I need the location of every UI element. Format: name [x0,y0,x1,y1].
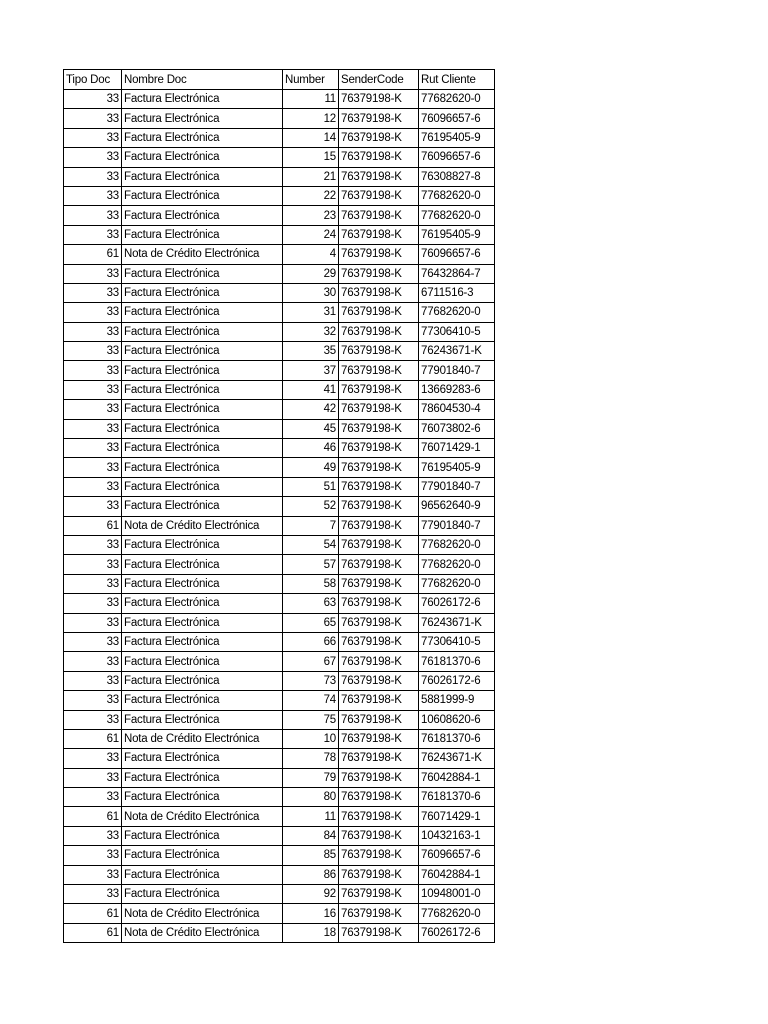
cell-sender-code: 76379198-K [339,691,419,710]
header-nombre-doc: Nombre Doc [122,70,283,90]
cell-tipo-doc: 33 [64,361,122,380]
cell-nombre-doc: Nota de Crédito Electrónica [122,516,283,535]
cell-tipo-doc: 33 [64,594,122,613]
cell-number: 32 [283,322,339,341]
cell-nombre-doc: Factura Electrónica [122,109,283,128]
cell-rut-cliente: 77682620-0 [419,303,495,322]
cell-nombre-doc: Factura Electrónica [122,749,283,768]
cell-tipo-doc: 33 [64,865,122,884]
cell-rut-cliente: 76096657-6 [419,245,495,264]
cell-sender-code: 76379198-K [339,826,419,845]
cell-number: 73 [283,671,339,690]
documents-table [63,69,495,943]
cell-tipo-doc: 33 [64,671,122,690]
table-row [64,148,495,167]
table-row [64,613,495,632]
cell-tipo-doc: 33 [64,652,122,671]
table-row [64,807,495,826]
cell-number: 86 [283,865,339,884]
cell-nombre-doc: Factura Electrónica [122,535,283,554]
cell-rut-cliente: 76181370-6 [419,652,495,671]
cell-sender-code: 76379198-K [339,477,419,496]
cell-tipo-doc: 33 [64,749,122,768]
cell-nombre-doc: Factura Electrónica [122,419,283,438]
table-row [64,186,495,205]
cell-sender-code: 76379198-K [339,749,419,768]
cell-sender-code: 76379198-K [339,594,419,613]
cell-rut-cliente: 76195405-9 [419,458,495,477]
table-row [64,128,495,147]
table-row [64,671,495,690]
cell-sender-code: 76379198-K [339,865,419,884]
table-body [64,90,495,943]
cell-number: 30 [283,283,339,302]
cell-sender-code: 76379198-K [339,342,419,361]
cell-tipo-doc: 33 [64,186,122,205]
cell-rut-cliente: 76026172-6 [419,923,495,942]
cell-rut-cliente: 76243671-K [419,342,495,361]
cell-number: 84 [283,826,339,845]
cell-number: 14 [283,128,339,147]
table-row [64,322,495,341]
cell-sender-code: 76379198-K [339,400,419,419]
table-row [64,729,495,748]
cell-tipo-doc: 33 [64,768,122,787]
cell-sender-code: 76379198-K [339,885,419,904]
cell-sender-code: 76379198-K [339,167,419,186]
table-row [64,283,495,302]
cell-nombre-doc: Factura Electrónica [122,846,283,865]
cell-rut-cliente: 76181370-6 [419,788,495,807]
cell-number: 35 [283,342,339,361]
table-row [64,555,495,574]
cell-nombre-doc: Factura Electrónica [122,594,283,613]
cell-nombre-doc: Factura Electrónica [122,380,283,399]
cell-sender-code: 76379198-K [339,497,419,516]
cell-nombre-doc: Factura Electrónica [122,148,283,167]
cell-sender-code: 76379198-K [339,419,419,438]
cell-nombre-doc: Factura Electrónica [122,788,283,807]
cell-rut-cliente: 77682620-0 [419,904,495,923]
cell-number: 12 [283,109,339,128]
cell-nombre-doc: Factura Electrónica [122,458,283,477]
cell-tipo-doc: 33 [64,632,122,651]
cell-rut-cliente: 10432163-1 [419,826,495,845]
table-row [64,458,495,477]
cell-sender-code: 76379198-K [339,710,419,729]
cell-sender-code: 76379198-K [339,361,419,380]
cell-nombre-doc: Factura Electrónica [122,885,283,904]
table-row [64,594,495,613]
cell-number: 67 [283,652,339,671]
cell-sender-code: 76379198-K [339,671,419,690]
table-row [64,477,495,496]
cell-number: 22 [283,186,339,205]
cell-number: 46 [283,439,339,458]
cell-sender-code: 76379198-K [339,264,419,283]
cell-rut-cliente: 76071429-1 [419,439,495,458]
cell-number: 31 [283,303,339,322]
cell-rut-cliente: 77682620-0 [419,535,495,554]
cell-tipo-doc: 61 [64,923,122,942]
cell-tipo-doc: 33 [64,497,122,516]
cell-rut-cliente: 76042884-1 [419,768,495,787]
cell-tipo-doc: 61 [64,516,122,535]
table-row [64,90,495,109]
cell-number: 54 [283,535,339,554]
cell-tipo-doc: 33 [64,128,122,147]
table-row [64,206,495,225]
cell-tipo-doc: 33 [64,535,122,554]
cell-nombre-doc: Nota de Crédito Electrónica [122,904,283,923]
cell-sender-code: 76379198-K [339,516,419,535]
cell-number: 41 [283,380,339,399]
cell-tipo-doc: 33 [64,691,122,710]
cell-nombre-doc: Factura Electrónica [122,128,283,147]
cell-nombre-doc: Factura Electrónica [122,342,283,361]
cell-sender-code: 76379198-K [339,186,419,205]
cell-rut-cliente: 76026172-6 [419,594,495,613]
cell-rut-cliente: 76195405-9 [419,128,495,147]
table-row [64,342,495,361]
cell-tipo-doc: 33 [64,439,122,458]
cell-tipo-doc: 61 [64,807,122,826]
cell-nombre-doc: Factura Electrónica [122,632,283,651]
cell-nombre-doc: Factura Electrónica [122,671,283,690]
cell-number: 37 [283,361,339,380]
cell-rut-cliente: 77682620-0 [419,574,495,593]
cell-rut-cliente: 76096657-6 [419,846,495,865]
table-row [64,904,495,923]
cell-number: 57 [283,555,339,574]
cell-sender-code: 76379198-K [339,206,419,225]
cell-number: 85 [283,846,339,865]
cell-nombre-doc: Factura Electrónica [122,283,283,302]
cell-rut-cliente: 76073802-6 [419,419,495,438]
cell-number: 42 [283,400,339,419]
cell-nombre-doc: Factura Electrónica [122,361,283,380]
cell-rut-cliente: 77306410-5 [419,322,495,341]
cell-sender-code: 76379198-K [339,225,419,244]
cell-sender-code: 76379198-K [339,148,419,167]
cell-sender-code: 76379198-K [339,574,419,593]
table-row [64,439,495,458]
cell-tipo-doc: 61 [64,245,122,264]
table-row [64,303,495,322]
cell-nombre-doc: Nota de Crédito Electrónica [122,245,283,264]
cell-number: 63 [283,594,339,613]
table-row [64,109,495,128]
cell-sender-code: 76379198-K [339,439,419,458]
header-sender-code: SenderCode [339,70,419,90]
cell-number: 66 [283,632,339,651]
table-header-row [64,70,495,90]
cell-rut-cliente: 10608620-6 [419,710,495,729]
cell-nombre-doc: Factura Electrónica [122,322,283,341]
cell-rut-cliente: 5881999-9 [419,691,495,710]
cell-tipo-doc: 33 [64,574,122,593]
table-row [64,749,495,768]
table-row [64,167,495,186]
cell-number: 15 [283,148,339,167]
cell-number: 78 [283,749,339,768]
cell-rut-cliente: 78604530-4 [419,400,495,419]
cell-tipo-doc: 33 [64,826,122,845]
cell-tipo-doc: 33 [64,283,122,302]
cell-tipo-doc: 33 [64,109,122,128]
cell-sender-code: 76379198-K [339,807,419,826]
cell-number: 10 [283,729,339,748]
cell-nombre-doc: Factura Electrónica [122,206,283,225]
cell-number: 23 [283,206,339,225]
cell-rut-cliente: 96562640-9 [419,497,495,516]
cell-sender-code: 76379198-K [339,923,419,942]
cell-sender-code: 76379198-K [339,555,419,574]
cell-nombre-doc: Factura Electrónica [122,865,283,884]
cell-tipo-doc: 33 [64,380,122,399]
cell-nombre-doc: Factura Electrónica [122,400,283,419]
cell-number: 58 [283,574,339,593]
table-row [64,574,495,593]
cell-tipo-doc: 33 [64,400,122,419]
cell-sender-code: 76379198-K [339,109,419,128]
cell-nombre-doc: Factura Electrónica [122,439,283,458]
cell-number: 24 [283,225,339,244]
cell-number: 51 [283,477,339,496]
cell-nombre-doc: Factura Electrónica [122,826,283,845]
cell-number: 29 [283,264,339,283]
cell-rut-cliente: 6711516-3 [419,283,495,302]
table-row [64,264,495,283]
cell-number: 11 [283,90,339,109]
cell-nombre-doc: Factura Electrónica [122,768,283,787]
cell-sender-code: 76379198-K [339,768,419,787]
cell-rut-cliente: 76096657-6 [419,148,495,167]
cell-rut-cliente: 76243671-K [419,749,495,768]
cell-sender-code: 76379198-K [339,613,419,632]
cell-tipo-doc: 33 [64,710,122,729]
cell-number: 7 [283,516,339,535]
header-rut-cliente: Rut Cliente [419,70,495,90]
cell-number: 79 [283,768,339,787]
cell-tipo-doc: 33 [64,206,122,225]
header-tipo-doc: Tipo Doc [64,70,122,90]
cell-rut-cliente: 77901840-7 [419,361,495,380]
cell-sender-code: 76379198-K [339,283,419,302]
cell-sender-code: 76379198-K [339,245,419,264]
cell-sender-code: 76379198-K [339,729,419,748]
table-row [64,826,495,845]
cell-rut-cliente: 76243671-K [419,613,495,632]
cell-sender-code: 76379198-K [339,322,419,341]
cell-number: 16 [283,904,339,923]
cell-tipo-doc: 61 [64,904,122,923]
cell-sender-code: 76379198-K [339,846,419,865]
cell-rut-cliente: 77901840-7 [419,516,495,535]
cell-tipo-doc: 33 [64,225,122,244]
cell-number: 80 [283,788,339,807]
cell-nombre-doc: Factura Electrónica [122,167,283,186]
cell-sender-code: 76379198-K [339,652,419,671]
cell-tipo-doc: 33 [64,90,122,109]
cell-sender-code: 76379198-K [339,128,419,147]
cell-tipo-doc: 33 [64,613,122,632]
cell-sender-code: 76379198-K [339,788,419,807]
cell-tipo-doc: 33 [64,167,122,186]
table-row [64,691,495,710]
cell-tipo-doc: 33 [64,342,122,361]
cell-nombre-doc: Factura Electrónica [122,710,283,729]
cell-number: 92 [283,885,339,904]
cell-tipo-doc: 33 [64,148,122,167]
cell-sender-code: 76379198-K [339,632,419,651]
cell-rut-cliente: 77682620-0 [419,90,495,109]
cell-nombre-doc: Factura Electrónica [122,691,283,710]
cell-tipo-doc: 33 [64,264,122,283]
cell-rut-cliente: 76071429-1 [419,807,495,826]
table-row [64,535,495,554]
table-row [64,497,495,516]
cell-nombre-doc: Nota de Crédito Electrónica [122,807,283,826]
cell-rut-cliente: 76195405-9 [419,225,495,244]
cell-number: 52 [283,497,339,516]
cell-number: 21 [283,167,339,186]
cell-number: 74 [283,691,339,710]
cell-rut-cliente: 77306410-5 [419,632,495,651]
header-number: Number [283,70,339,90]
cell-tipo-doc: 33 [64,885,122,904]
cell-number: 75 [283,710,339,729]
cell-nombre-doc: Factura Electrónica [122,652,283,671]
table-row [64,361,495,380]
cell-number: 11 [283,807,339,826]
cell-rut-cliente: 13669283-6 [419,380,495,399]
cell-rut-cliente: 76096657-6 [419,109,495,128]
cell-tipo-doc: 33 [64,458,122,477]
cell-sender-code: 76379198-K [339,380,419,399]
table-row [64,788,495,807]
table-row [64,923,495,942]
table-row [64,245,495,264]
table-row [64,225,495,244]
cell-nombre-doc: Factura Electrónica [122,303,283,322]
table-row [64,400,495,419]
cell-tipo-doc: 33 [64,788,122,807]
cell-tipo-doc: 33 [64,477,122,496]
table-row [64,516,495,535]
cell-tipo-doc: 33 [64,303,122,322]
cell-nombre-doc: Factura Electrónica [122,477,283,496]
cell-number: 49 [283,458,339,477]
cell-rut-cliente: 77901840-7 [419,477,495,496]
cell-nombre-doc: Factura Electrónica [122,225,283,244]
cell-sender-code: 76379198-K [339,458,419,477]
cell-rut-cliente: 76042884-1 [419,865,495,884]
cell-number: 4 [283,245,339,264]
cell-rut-cliente: 76181370-6 [419,729,495,748]
cell-rut-cliente: 10948001-0 [419,885,495,904]
cell-rut-cliente: 76308827-8 [419,167,495,186]
table-row [64,885,495,904]
cell-tipo-doc: 33 [64,322,122,341]
cell-nombre-doc: Factura Electrónica [122,555,283,574]
table-row [64,768,495,787]
cell-nombre-doc: Factura Electrónica [122,613,283,632]
cell-rut-cliente: 76026172-6 [419,671,495,690]
cell-rut-cliente: 77682620-0 [419,206,495,225]
cell-tipo-doc: 33 [64,419,122,438]
cell-sender-code: 76379198-K [339,535,419,554]
cell-nombre-doc: Nota de Crédito Electrónica [122,729,283,748]
cell-rut-cliente: 77682620-0 [419,555,495,574]
cell-nombre-doc: Factura Electrónica [122,90,283,109]
cell-tipo-doc: 61 [64,729,122,748]
table-row [64,380,495,399]
table-row [64,865,495,884]
table-row [64,846,495,865]
cell-sender-code: 76379198-K [339,303,419,322]
cell-tipo-doc: 33 [64,846,122,865]
cell-number: 45 [283,419,339,438]
cell-number: 65 [283,613,339,632]
table-row [64,419,495,438]
cell-sender-code: 76379198-K [339,904,419,923]
cell-nombre-doc: Factura Electrónica [122,574,283,593]
cell-nombre-doc: Factura Electrónica [122,186,283,205]
cell-rut-cliente: 77682620-0 [419,186,495,205]
cell-nombre-doc: Factura Electrónica [122,264,283,283]
cell-rut-cliente: 76432864-7 [419,264,495,283]
cell-tipo-doc: 33 [64,555,122,574]
table-row [64,710,495,729]
cell-nombre-doc: Nota de Crédito Electrónica [122,923,283,942]
table-row [64,632,495,651]
cell-sender-code: 76379198-K [339,90,419,109]
table-row [64,652,495,671]
cell-nombre-doc: Factura Electrónica [122,497,283,516]
cell-number: 18 [283,923,339,942]
